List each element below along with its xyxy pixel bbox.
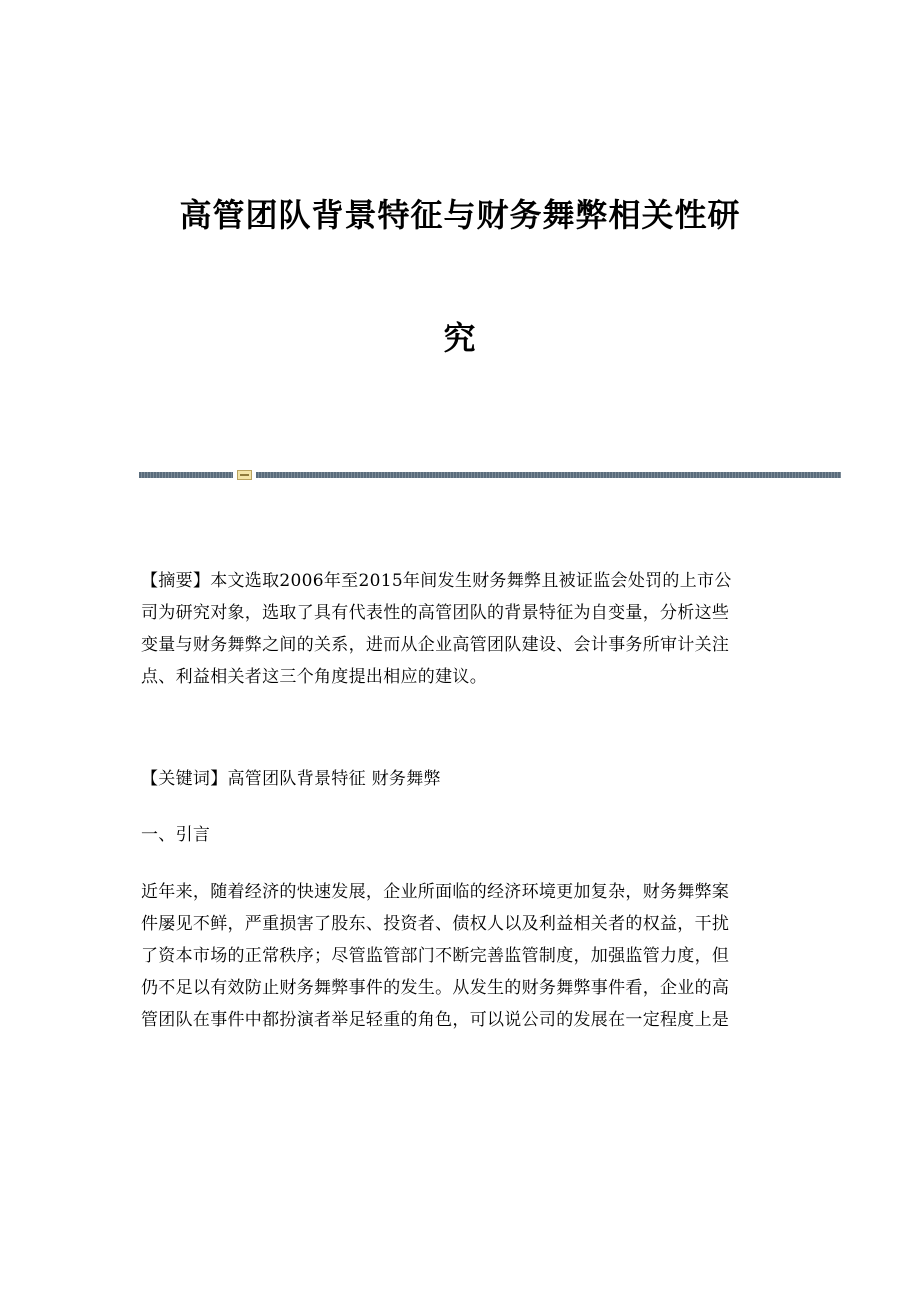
body-line: 近年来，随着经济的快速发展，企业所面临的经济环境更加复杂，财务舞弊案 xyxy=(141,882,730,902)
abstract-line: 点、利益相关者这三个角度提出相应的建议。 xyxy=(141,667,487,687)
abstract-paragraph xyxy=(141,565,781,693)
divider-ornament-icon xyxy=(237,470,252,480)
section-heading-text: 一、引言 xyxy=(141,825,211,845)
section-heading xyxy=(141,819,781,851)
abstract-line: 司为研究对象，选取了具有代表性的高管团队的背景特征为自变量，分析这些 xyxy=(141,603,730,623)
divider-bar-left xyxy=(139,472,233,478)
body-paragraph xyxy=(141,876,781,1036)
abstract-line-text: 本文选取2006年至2015年间发生财务舞弊且被证监会处罚的上市公 xyxy=(210,571,732,591)
keywords-line xyxy=(141,763,781,795)
keywords-paragraph xyxy=(141,763,781,795)
paper-title-line-1: 高管团队背景特征与财务舞弊相关性研 xyxy=(179,196,741,234)
title-divider xyxy=(139,470,841,480)
body-line: 了资本市场的正常秩序；尽管监管部门不断完善监管制度，加强监管力度，但 xyxy=(141,946,730,966)
paper-title-line-2: 究 xyxy=(443,319,477,357)
body-line: 仍不足以有效防止财务舞弊事件的发生。从发生的财务舞弊事件看，企业的高 xyxy=(141,978,730,998)
body-line: 件屡见不鲜，严重损害了股东、投资者、债权人以及利益相关者的权益，干扰 xyxy=(141,914,730,934)
divider-bar-right xyxy=(256,472,841,478)
abstract-label: 【摘要】 xyxy=(141,571,211,591)
body-line: 管团队在事件中都扮演者举足轻重的角色，可以说公司的发展在一定程度上是 xyxy=(141,1010,730,1030)
keywords-label: 【关键词】 xyxy=(141,769,228,789)
abstract-line xyxy=(141,565,781,597)
keywords-value: 高管团队背景特征 财务舞弊 xyxy=(227,769,441,789)
abstract-line: 变量与财务舞弊之间的关系，进而从企业高管团队建设、会计事务所审计关注 xyxy=(141,635,730,655)
